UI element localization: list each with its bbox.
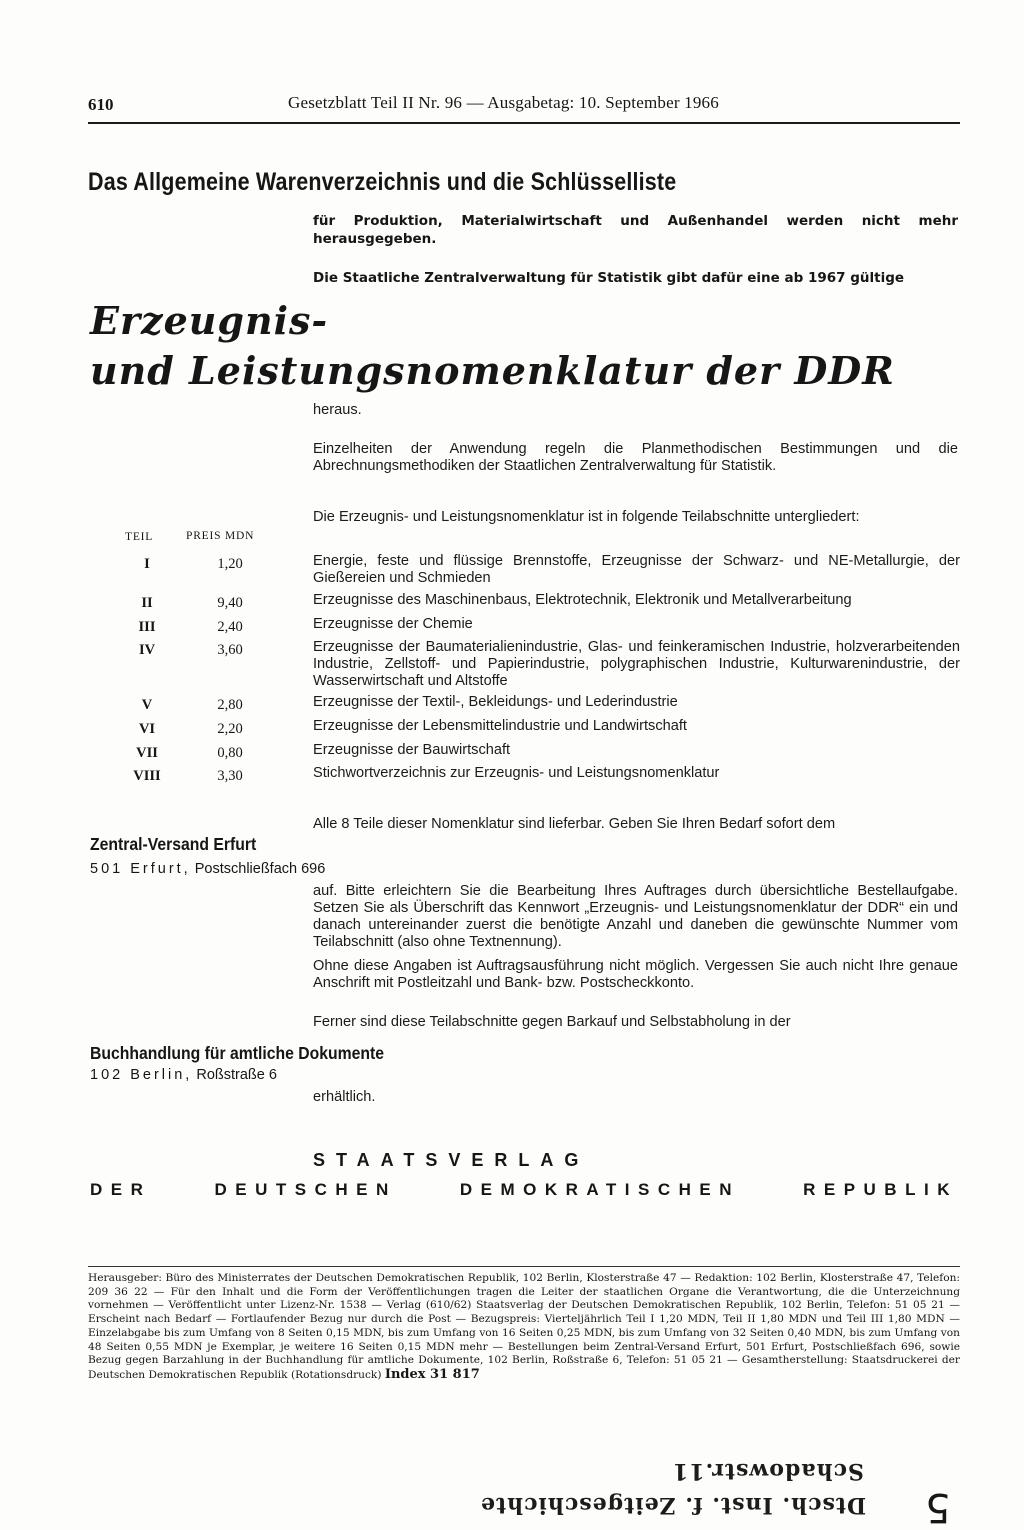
publisher-word: DEMOKRATISCHEN xyxy=(459,1180,741,1199)
heraus-text: heraus. xyxy=(313,402,362,418)
buchhandlung-city: 102 Berlin, xyxy=(90,1067,193,1083)
library-stamp-line-1: Schadowstr.11 xyxy=(672,1458,864,1484)
table-row-preis: 3,60 xyxy=(217,642,243,658)
table-row-teil: III xyxy=(138,619,156,635)
imprint xyxy=(88,1272,960,1383)
table-row-teil: VIII xyxy=(133,768,161,784)
gliederung-paragraph: Die Erzeugnis- und Leistungsnomenklatur ist in folgende Teilabschnitte untergliedert: xyxy=(313,509,860,525)
table-row-teil: VI xyxy=(138,721,156,737)
table-row-preis: 2,80 xyxy=(217,697,243,713)
lieferbar-paragraph: Alle 8 Teile dieser Nomenklatur sind lieferbar. Geben Sie Ihren Bedarf sofort dem xyxy=(313,816,836,832)
table-row-teil: VII xyxy=(136,745,158,761)
table-header-preis: PREIS MDN xyxy=(186,530,255,542)
library-stamp-mark: 5 xyxy=(925,1484,951,1530)
table-row-preis: 9,40 xyxy=(217,595,243,611)
table-row-teil: I xyxy=(144,556,150,572)
table-header-teil: TEIL xyxy=(125,531,154,543)
ferner-paragraph: Ferner sind diese Teilabschnitte gegen Barkauf und Selbstabholung in der xyxy=(313,1014,791,1030)
versand-city: 501 Erfurt, xyxy=(90,861,191,877)
publisher-word: DEUTSCHEN xyxy=(214,1180,397,1199)
library-stamp-line-2: Dtsch. Inst. f. Zeitgeschichte xyxy=(480,1492,867,1518)
header-rule xyxy=(88,122,960,124)
footer-rule xyxy=(88,1266,960,1267)
announcement-title: Das Allgemeine Warenverzeichnis und die Schlüsselliste xyxy=(88,168,677,196)
table-row-desc: Erzeugnisse der Chemie xyxy=(313,616,473,632)
table-row-preis: 0,80 xyxy=(217,745,243,761)
table-row-desc: Stichwortverzeichnis zur Erzeugnis- und Leistungsnomenklatur xyxy=(313,765,720,781)
versand-address xyxy=(90,861,325,877)
versand-name: Zentral-Versand Erfurt xyxy=(90,834,257,854)
table-row-teil: II xyxy=(141,595,153,611)
table-row-preis: 1,20 xyxy=(217,556,243,572)
index-number: Index 31 817 xyxy=(384,1366,480,1382)
auf-paragraph: auf. Bitte erleichtern Sie die Bearbeitung Ihres Auftrages durch übersichtliche Bestellaufgabe. Setzen Sie als Überschrift das Kennwort „Erzeugnis- und Leistungsnomenklatur der DDR“ ein und danach untereinander zuerst die benötigte Anzahl und daneben die gewünschte Nummer vom Teilabschnitt (also ohne Textnennung). xyxy=(313,883,958,950)
table-row-preis: 2,40 xyxy=(217,619,243,635)
table-row-preis: 2,20 xyxy=(217,721,243,737)
imprint-text: Herausgeber: Büro des Ministerrates der Deutschen Demokratischen Republik, 102 Berlin, Klosterstraße 47 — Redaktion: 102 Berlin, Klosterstraße 47, Telefon: 209 36 22 — Für den Inhalt und die Form der Veröffentlichungen tragen die Leiter der staatlichen Organe die Verantwortung, die die Unterzeichnung vornehmen — Veröffentlicht unter Lizenz-Nr. 1538 — Verlag (610/62) Staatsverlag der Deutschen Demokratischen Republik, 102 Berlin, Telefon: 51 05 21 — Erscheint nach Bedarf — Fortlaufender Bezug nur durch die Post — Bezugspreis: Vierteljährlich Teil I 1,20 MDN, Teil II 1,80 MDN und Teil III 1,80 MDN — Einzelabgabe bis zum Umfang von 8 Seiten 0,15 MDN, bis zum Umfang von 16 Seiten 0,25 MDN, bis zum Umfang von 32 Seiten 0,40 MDN, bis zum Umfang von 48 Seiten 0,55 MDN je Exemplar, je weitere 16 Seiten 0,15 MDN mehr — Bestellungen beim Zentral-Versand Erfurt, 501 Erfurt, Postschließfach 696, sowie Bezug gegen Barzahlung in der Buchhandlung für amtliche Dokumente, 102 Berlin, Roßstraße 6, Telefon: 51 05 21 — Gesamtherstellung: Staatsdruckerei der Deutschen Demokratischen Republik (Rotationsdruck) xyxy=(88,1272,960,1381)
table-row-teil: IV xyxy=(138,642,156,658)
buchhandlung-address xyxy=(90,1067,277,1083)
table-row-desc: Energie, feste und flüssige Brennstoffe, Erzeugnisse der Schwarz- und NE-Metallurgie, der Gießereien und Schmieden xyxy=(313,553,960,586)
running-head: Gesetzblatt Teil II Nr. 96 — Ausgabetag: 10. September 1966 xyxy=(288,93,719,112)
big-title-line-1: Erzeugnis- xyxy=(90,298,329,343)
table-row-desc: Erzeugnisse der Textil-, Bekleidungs- und Lederindustrie xyxy=(313,694,678,710)
publisher-word: REPUBLIK xyxy=(803,1180,958,1199)
buchhandlung-street: Roßstraße 6 xyxy=(196,1067,277,1083)
buchhandlung-name: Buchhandlung für amtliche Dokumente xyxy=(90,1043,385,1063)
publisher-word: DER xyxy=(90,1180,152,1199)
einzelheiten-paragraph: Einzelheiten der Anwendung regeln die Planmethodischen Bestimmungen und die Abrechnungsmethodiken der Staatlichen Zentralverwaltung für Statistik. xyxy=(313,441,958,474)
ohne-paragraph: Ohne diese Angaben ist Auftragsausführung nicht möglich. Vergessen Sie auch nicht Ihre genaue Anschrift mit Postleitzahl und Bank- bzw. Postscheckkonto. xyxy=(313,958,958,991)
table-row-desc: Erzeugnisse der Bauwirtschaft xyxy=(313,742,511,758)
page-number: 610 xyxy=(88,95,114,114)
versand-postfach: Postschließfach 696 xyxy=(194,861,326,877)
table-row-teil: V xyxy=(141,697,153,713)
table-row-preis: 3,30 xyxy=(217,768,243,784)
publisher-line-2 xyxy=(90,1180,958,1200)
big-title-line-2: und Leistungsnomenklatur der DDR xyxy=(90,348,895,393)
publisher-line-1: STAATSVERLAG xyxy=(313,1150,590,1170)
table-row-desc: Erzeugnisse der Baumaterialienindustrie, Glas- und feinkeramischen Industrie, holzverarbeitenden Industrie, Zellstoff- und Papierindustrie, polygraphischen Industrie, Kulturwarenindustrie, der Wasserwirtschaft und Altstoffe xyxy=(313,639,960,689)
intro-paragraph-2: Die Staatliche Zentralverwaltung für Statistik gibt dafür eine ab 1967 gültige xyxy=(313,270,905,286)
table-row-desc: Erzeugnisse des Maschinenbaus, Elektrotechnik, Elektronik und Metallverarbeitung xyxy=(313,592,852,608)
erhaeltlich-text: erhältlich. xyxy=(313,1089,376,1105)
table-row-desc: Erzeugnisse der Lebensmittelindustrie und Landwirtschaft xyxy=(313,718,687,734)
intro-paragraph-1: für Produktion, Materialwirtschaft und Außenhandel werden nicht mehr herausgegeben. xyxy=(313,213,958,247)
